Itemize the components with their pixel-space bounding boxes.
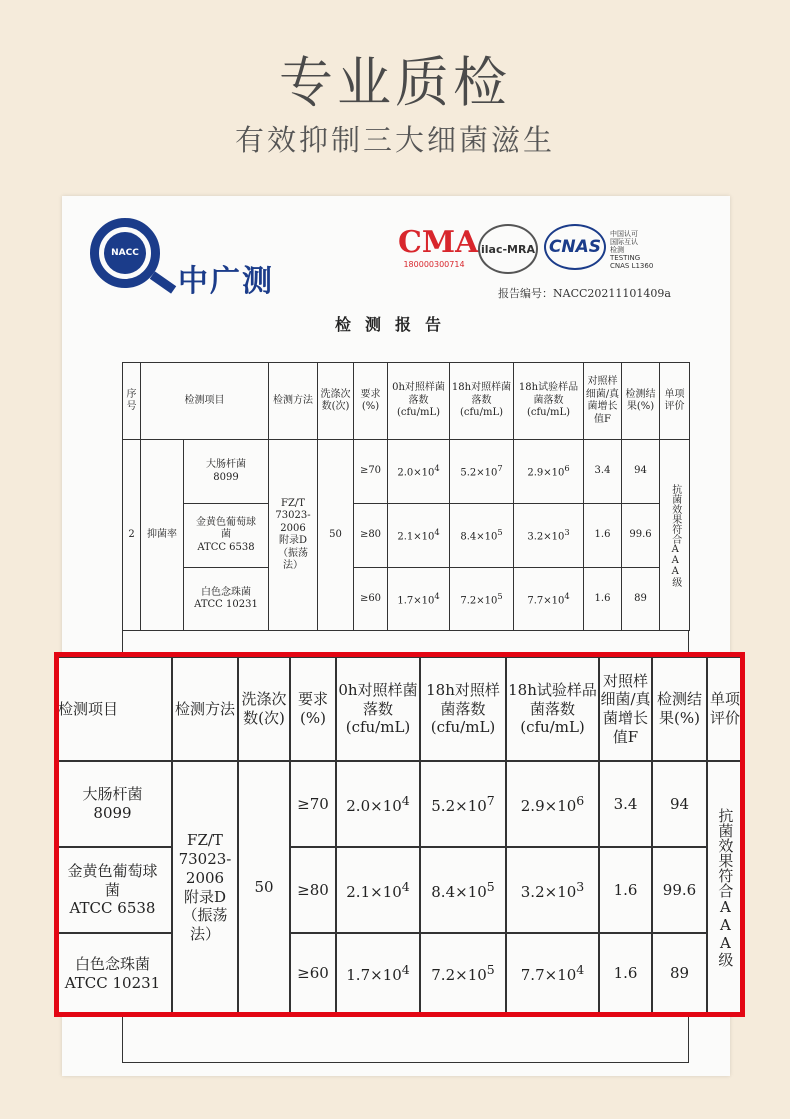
organism-cell: 金黄色葡萄球 菌 ATCC 6538 (184, 504, 269, 568)
h18-control-cell (450, 504, 514, 568)
value-exponent: 7 (486, 792, 495, 808)
value-base: 5.2×10 (431, 796, 487, 815)
cnas-logo: CNAS (544, 224, 606, 270)
cma-number: 180000300714 (403, 260, 465, 269)
value-base: 2.1×10 (346, 882, 402, 901)
value-exponent: 4 (434, 527, 440, 538)
value-exponent: 4 (434, 463, 440, 474)
value-exponent: 5 (497, 590, 503, 601)
value-base: 8.4×10 (460, 531, 498, 543)
value-exponent: 4 (401, 878, 410, 894)
cma-logo (398, 225, 479, 269)
value-base: 1.7×10 (397, 594, 435, 606)
value-exponent: 4 (401, 792, 410, 808)
result-cell: 94 (622, 440, 660, 504)
requirement-cell: ≥80 (354, 504, 388, 568)
result-cell: 94 (652, 761, 707, 847)
table-row (123, 440, 690, 504)
page-subtitle: 有效抑制三大细菌滋生 (234, 123, 555, 157)
report-table (122, 362, 690, 631)
evaluation-cell (660, 440, 690, 631)
ilac-logo: ilac-MRA (478, 224, 538, 274)
value-base: 7.7×10 (527, 594, 565, 606)
header-growth: 对照样细菌/真菌增长值F (584, 363, 622, 440)
value-exponent: 5 (486, 962, 495, 978)
header-requirement: 要求(%) (290, 657, 336, 761)
header-evaluation: 单项评价 (660, 363, 690, 440)
value-exponent: 6 (564, 463, 570, 474)
value-exponent: 4 (434, 590, 440, 601)
value-exponent: 4 (576, 962, 585, 978)
seq-cell: 2 (123, 440, 141, 631)
value-base: 7.2×10 (431, 966, 487, 985)
header-18h-control: 18h对照样菌落数(cfu/mL) (420, 657, 506, 761)
value-base: 8.4×10 (431, 882, 487, 901)
result-cell: 99.6 (652, 847, 707, 933)
result-cell: 89 (652, 933, 707, 1013)
header-method: 检测方法 (172, 657, 238, 761)
value-exponent: 3 (576, 878, 585, 894)
report-number-label: 报告编号： (498, 287, 553, 300)
method-cell: FZ/T 73023- 2006 附录D （振荡 法） (269, 440, 318, 631)
value-base: 3.2×10 (527, 531, 565, 543)
header-result: 检测结果(%) (652, 657, 707, 761)
result-cell: 89 (622, 568, 660, 631)
value-base: 2.1×10 (397, 531, 435, 543)
highlight-frame (54, 652, 745, 1017)
requirement-cell: ≥70 (354, 440, 388, 504)
header-growth: 对照样细菌/真菌增长值F (599, 657, 652, 761)
value-exponent: 7 (497, 463, 503, 474)
nacc-logo-mark: NACC (104, 232, 146, 274)
report-number-value: NACC20211101409a (553, 287, 671, 300)
report-title: 检测报告 (334, 315, 455, 334)
growth-cell: 1.6 (584, 568, 622, 631)
value-exponent: 5 (497, 527, 503, 538)
h18-control-cell (450, 440, 514, 504)
value-base: 7.7×10 (520, 966, 577, 985)
value-exponent: 4 (401, 962, 410, 978)
value-base: 2.9×10 (527, 467, 565, 479)
growth-cell: 1.6 (599, 847, 652, 933)
header-washes: 洗涤次数(次) (318, 363, 354, 440)
value-base: 1.7×10 (346, 966, 402, 985)
oh-control-cell (388, 504, 450, 568)
washes-cell: 50 (318, 440, 354, 631)
report-number (498, 285, 671, 301)
cma-logo-mark: CMA (398, 225, 479, 260)
header-result: 检测结果(%) (622, 363, 660, 440)
value-exponent: 4 (564, 590, 570, 601)
header-washes: 洗涤次数(次) (238, 657, 290, 761)
washes-cell: 50 (238, 761, 290, 1013)
value-exponent: 6 (576, 792, 585, 808)
value-base: 3.2×10 (520, 882, 577, 901)
header-method: 检测方法 (269, 363, 318, 440)
organism-cell: 大肠杆菌 8099 (184, 440, 269, 504)
oh-control-cell (388, 568, 450, 631)
header-item: 检测项目 (141, 363, 269, 440)
page-title: 专业质检 (279, 51, 511, 114)
value-base: 7.2×10 (460, 594, 498, 606)
oh-control-cell (388, 440, 450, 504)
cnas-note: 中国认可 国际互认 检测 TESTING CNAS L1360 (610, 230, 654, 270)
header-0h-control: 0h对照样菌落数(cfu/mL) (336, 657, 420, 761)
header-evaluation: 单项评价 (707, 657, 741, 761)
organism-cell: 大肠杆菌 8099 (58, 761, 172, 847)
header-0h-control: 0h对照样菌落数(cfu/mL) (388, 363, 450, 440)
evaluation-text: 抗菌效果符合AAA级 (669, 483, 681, 587)
header-item: 检测项目 (58, 657, 172, 761)
value-base: 2.0×10 (397, 467, 435, 479)
h18-control-cell (450, 568, 514, 631)
growth-cell: 3.4 (584, 440, 622, 504)
value-base: 5.2×10 (460, 467, 498, 479)
requirement-cell: ≥60 (354, 568, 388, 631)
h18-sample-cell (514, 568, 584, 631)
method-cell: FZ/T 73023- 2006 附录D （振荡 法） (172, 761, 238, 1013)
h18-sample-cell (514, 504, 584, 568)
h18-sample-cell (514, 440, 584, 504)
header-18h-control: 18h对照样菌落数(cfu/mL) (450, 363, 514, 440)
organism-cell: 金黄色葡萄球 菌 ATCC 6538 (58, 847, 172, 933)
requirement-cell: ≥80 (290, 847, 336, 933)
organism-cell: 白色念珠菌 ATCC 10231 (58, 933, 172, 1013)
result-cell: 99.6 (622, 504, 660, 568)
table-row (123, 504, 690, 568)
value-exponent: 3 (564, 527, 570, 538)
category-cell: 抑菌率 (141, 440, 184, 631)
growth-cell: 1.6 (584, 504, 622, 568)
header-requirement: 要求(%) (354, 363, 388, 440)
requirement-cell: ≥70 (290, 761, 336, 847)
evaluation-text: 抗菌效果符合AAA级 (716, 808, 735, 967)
requirement-cell: ≥60 (290, 933, 336, 1013)
header-18h-sample: 18h试验样品菌落数(cfu/mL) (506, 657, 599, 761)
growth-cell: 1.6 (599, 933, 652, 1013)
organism-cell: 白色念珠菌 ATCC 10231 (184, 568, 269, 631)
header-seq: 序号 (123, 363, 141, 440)
value-base: 2.9×10 (520, 796, 577, 815)
header-18h-sample: 18h试验样品菌落数(cfu/mL) (514, 363, 584, 440)
value-exponent: 5 (486, 878, 495, 894)
brand-name: 中广测 (178, 264, 274, 299)
value-base: 2.0×10 (346, 796, 402, 815)
table-row (123, 568, 690, 631)
growth-cell: 3.4 (599, 761, 652, 847)
